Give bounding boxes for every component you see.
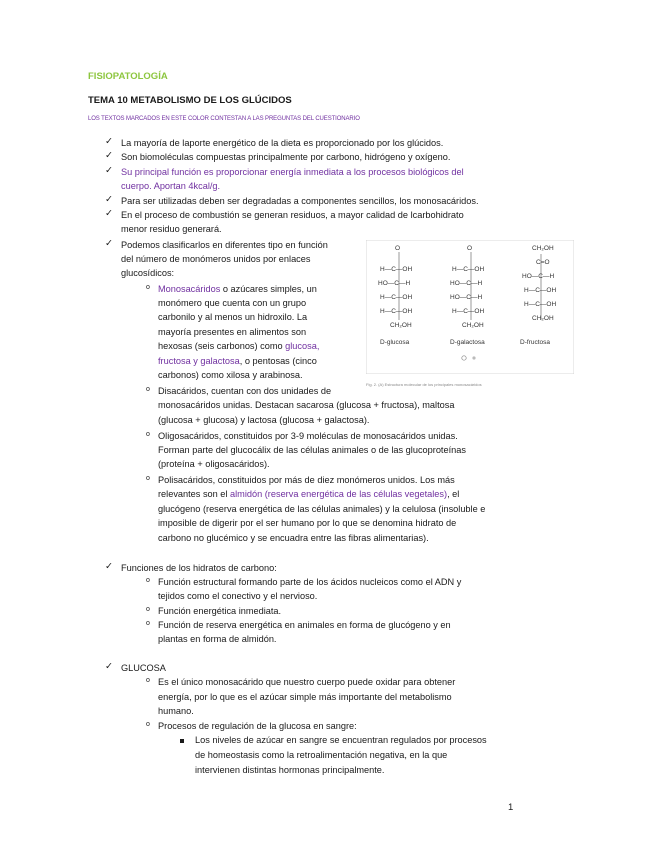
glucose-row: H—C—OH xyxy=(380,308,413,315)
checkmark-icon: ✓ xyxy=(105,165,113,176)
monosaccharides-line xyxy=(158,354,317,369)
monosaccharides-line xyxy=(158,339,319,354)
circle-bullet-icon: o xyxy=(146,475,150,482)
circle-bullet-icon: o xyxy=(146,431,150,438)
bullet-text: Son biomoléculas compuestas principalmente por carbono, hidrógeno y oxígeno. xyxy=(121,152,451,162)
fructose-row: CH₂OH xyxy=(532,315,554,322)
fructose-row: H—C—OH xyxy=(524,287,557,294)
glucose-row: CH₂OH xyxy=(390,322,412,329)
line-text: de homeostasis como la retroalimentación negativa, en la que xyxy=(195,750,448,760)
term-highlight: glucosa, xyxy=(285,341,320,351)
aldehyde-group: O xyxy=(395,245,401,252)
checkmark-icon: ✓ xyxy=(105,238,113,249)
line-text: hexosas (seis carbonos) como xyxy=(158,341,286,351)
glucose-row: HO—C—H xyxy=(378,280,411,287)
line-text: (proteína + oligosacáridos). xyxy=(158,459,270,469)
circle-bullet-icon: o xyxy=(146,677,150,684)
term-highlight: fructosa y galactosa xyxy=(158,356,240,366)
line-text: Función de reserva energética en animales en forma de glucógeno y en xyxy=(158,620,451,630)
topic-title: TEMA 10 METABOLISMO DE LOS GLÚCIDOS xyxy=(88,95,292,106)
line-text: plantas en forma de almidón. xyxy=(158,634,277,644)
monosaccharide-structures-figure xyxy=(366,240,574,387)
functions-heading: Funciones de los hidratos de carbono: xyxy=(121,563,277,573)
glucose-row: H—C—OH xyxy=(380,266,413,273)
line-text: , o pentosas (cinco xyxy=(239,356,317,366)
line-text: carbono no glucémico y se encuadra entre las fibras alimentarias). xyxy=(158,533,429,543)
line-text: carbonilo y al menos un hidroxilo. La xyxy=(158,312,308,322)
line-text: Función energética inmediata. xyxy=(158,606,282,616)
bullet-text: del número de monómeros unidos por enlaces xyxy=(121,254,311,264)
line-text: humano. xyxy=(158,706,194,716)
line-text: carbonos) como xilosa y arabinosa. xyxy=(158,370,303,380)
subject-heading: FISIOPATOLOGÍA xyxy=(88,71,168,82)
bullet-text: glucosídicos: xyxy=(121,268,175,278)
fructose-row: HO—C—H xyxy=(522,273,555,280)
bullet-text: La mayoría de laporte energético de la dieta es proporcionado por los glúcidos. xyxy=(121,138,444,148)
line-text: Procesos de regulación de la glucosa en sangre: xyxy=(158,721,357,731)
circle-bullet-icon: o xyxy=(146,606,150,613)
glucose-heading: GLUCOSA xyxy=(121,663,166,673)
polysaccharides-line xyxy=(158,487,459,502)
aldehyde-group: O xyxy=(467,245,473,252)
bullet-text: Para ser utilizadas deben ser degradadas a componentes sencillos, los monosacáridos. xyxy=(121,196,479,206)
line-text: intervienen distintas hormonas principalmente. xyxy=(195,765,385,775)
structures-diagram xyxy=(366,240,574,374)
line-text: Disacáridos, cuentan con dos unidades de xyxy=(158,386,332,396)
bullet-text-highlighted: Su principal función es proporcionar energía inmediata a los procesos biológicos del xyxy=(121,167,464,177)
bullet-text-highlighted: cuerpo. Aportan 4kcal/g. xyxy=(121,181,221,191)
page-number: 1 xyxy=(508,802,514,813)
line-text: Función estructural formando parte de los ácidos nucleicos como el ADN y xyxy=(158,577,462,587)
galactose-row: HO—C—H xyxy=(450,280,483,287)
line-text: monómero que cuenta con un grupo xyxy=(158,298,307,308)
circle-bullet-icon: o xyxy=(146,577,150,584)
line-text: Es el único monosacárido que nuestro cuerpo puede oxidar para obtener xyxy=(158,677,456,687)
line-text: tejidos como el conectivo y el nervioso. xyxy=(158,591,318,601)
checkmark-icon: ✓ xyxy=(105,150,113,161)
line-text: , el xyxy=(447,489,460,499)
line-text: relevantes son el xyxy=(158,489,231,499)
circle-bullet-icon: o xyxy=(146,386,150,393)
galactose-row: H—C—OH xyxy=(452,308,485,315)
checkmark-icon: ✓ xyxy=(105,194,113,205)
fructose-row: CH₂OH xyxy=(532,245,554,252)
bullet-text: En el proceso de combustión se generan residuos, a mayor calidad de lcarbohidrato xyxy=(121,210,464,220)
highlight-note: LOS TEXTOS MARCADOS EN ESTE COLOR CONTESTAN A LAS PREGUNTAS DEL CUESTIONARIO xyxy=(88,116,360,122)
checkmark-icon: ✓ xyxy=(105,136,113,147)
glucose-row: H—C—OH xyxy=(380,294,413,301)
galactose-row: CH₂OH xyxy=(462,322,484,329)
square-bullet-icon xyxy=(180,739,184,743)
galactose-row: HO—C—H xyxy=(450,294,483,301)
line-text: monosacáridos unidas. Destacan sacarosa (glucosa + fructosa), maltosa xyxy=(158,400,455,410)
line-text: imposible de digerir por el ser humano por lo que se denomina hidrato de xyxy=(158,518,457,528)
checkmark-icon: ✓ xyxy=(105,661,113,672)
term-highlight: almidón (reserva energética de las células vegetales) xyxy=(230,489,448,499)
line-text: o azúcares simples, un xyxy=(220,284,317,294)
circle-bullet-icon: o xyxy=(146,721,150,728)
circle-bullet-icon: o xyxy=(146,284,150,291)
bullet-text: menor residuo generará. xyxy=(121,224,222,234)
glucose-label: D-glucosa xyxy=(380,339,410,346)
line-text: Oligosacáridos, constituidos por 3-9 moléculas de monosacáridos unidas. xyxy=(158,431,458,441)
term-highlight: Monosacáridos xyxy=(158,284,221,294)
line-text: glucógeno (reserva energética de las células animales) y la celulosa (insoluble e xyxy=(158,504,486,514)
checkmark-icon: ✓ xyxy=(105,208,113,219)
fructose-row: H—C—OH xyxy=(524,301,557,308)
fructose-row: C=O xyxy=(536,259,550,266)
line-text: mayoría presentes en alimentos son xyxy=(158,327,307,337)
fructose-label: D-fructosa xyxy=(520,339,550,346)
circle-bullet-icon: o xyxy=(146,620,150,627)
bullet-text: Podemos clasificarlos en diferentes tipo en función xyxy=(121,240,328,250)
galactose-label: D-galactosa xyxy=(450,339,485,346)
galactose-row: H—C—OH xyxy=(452,266,485,273)
line-text: energía, por lo que es el azúcar simple más importante del metabolismo xyxy=(158,692,452,702)
carousel-dot-icon xyxy=(472,356,475,359)
line-text: Polisacáridos, constituidos por más de diez monómeros unidos. Los más xyxy=(158,475,455,485)
line-text: (glucosa + glucosa) y lactosa (glucosa + galactosa). xyxy=(158,415,370,425)
checkmark-icon: ✓ xyxy=(105,561,113,572)
monosaccharides-line xyxy=(158,282,317,297)
line-text: Los niveles de azúcar en sangre se encuentran regulados por procesos xyxy=(195,735,487,745)
line-text: Forman parte del glucocálix de las células animales o de las glucoproteínas xyxy=(158,445,466,455)
figure-caption: Fig. 2. (A) Estructura molecular de los principales monosacáridos xyxy=(366,382,482,387)
